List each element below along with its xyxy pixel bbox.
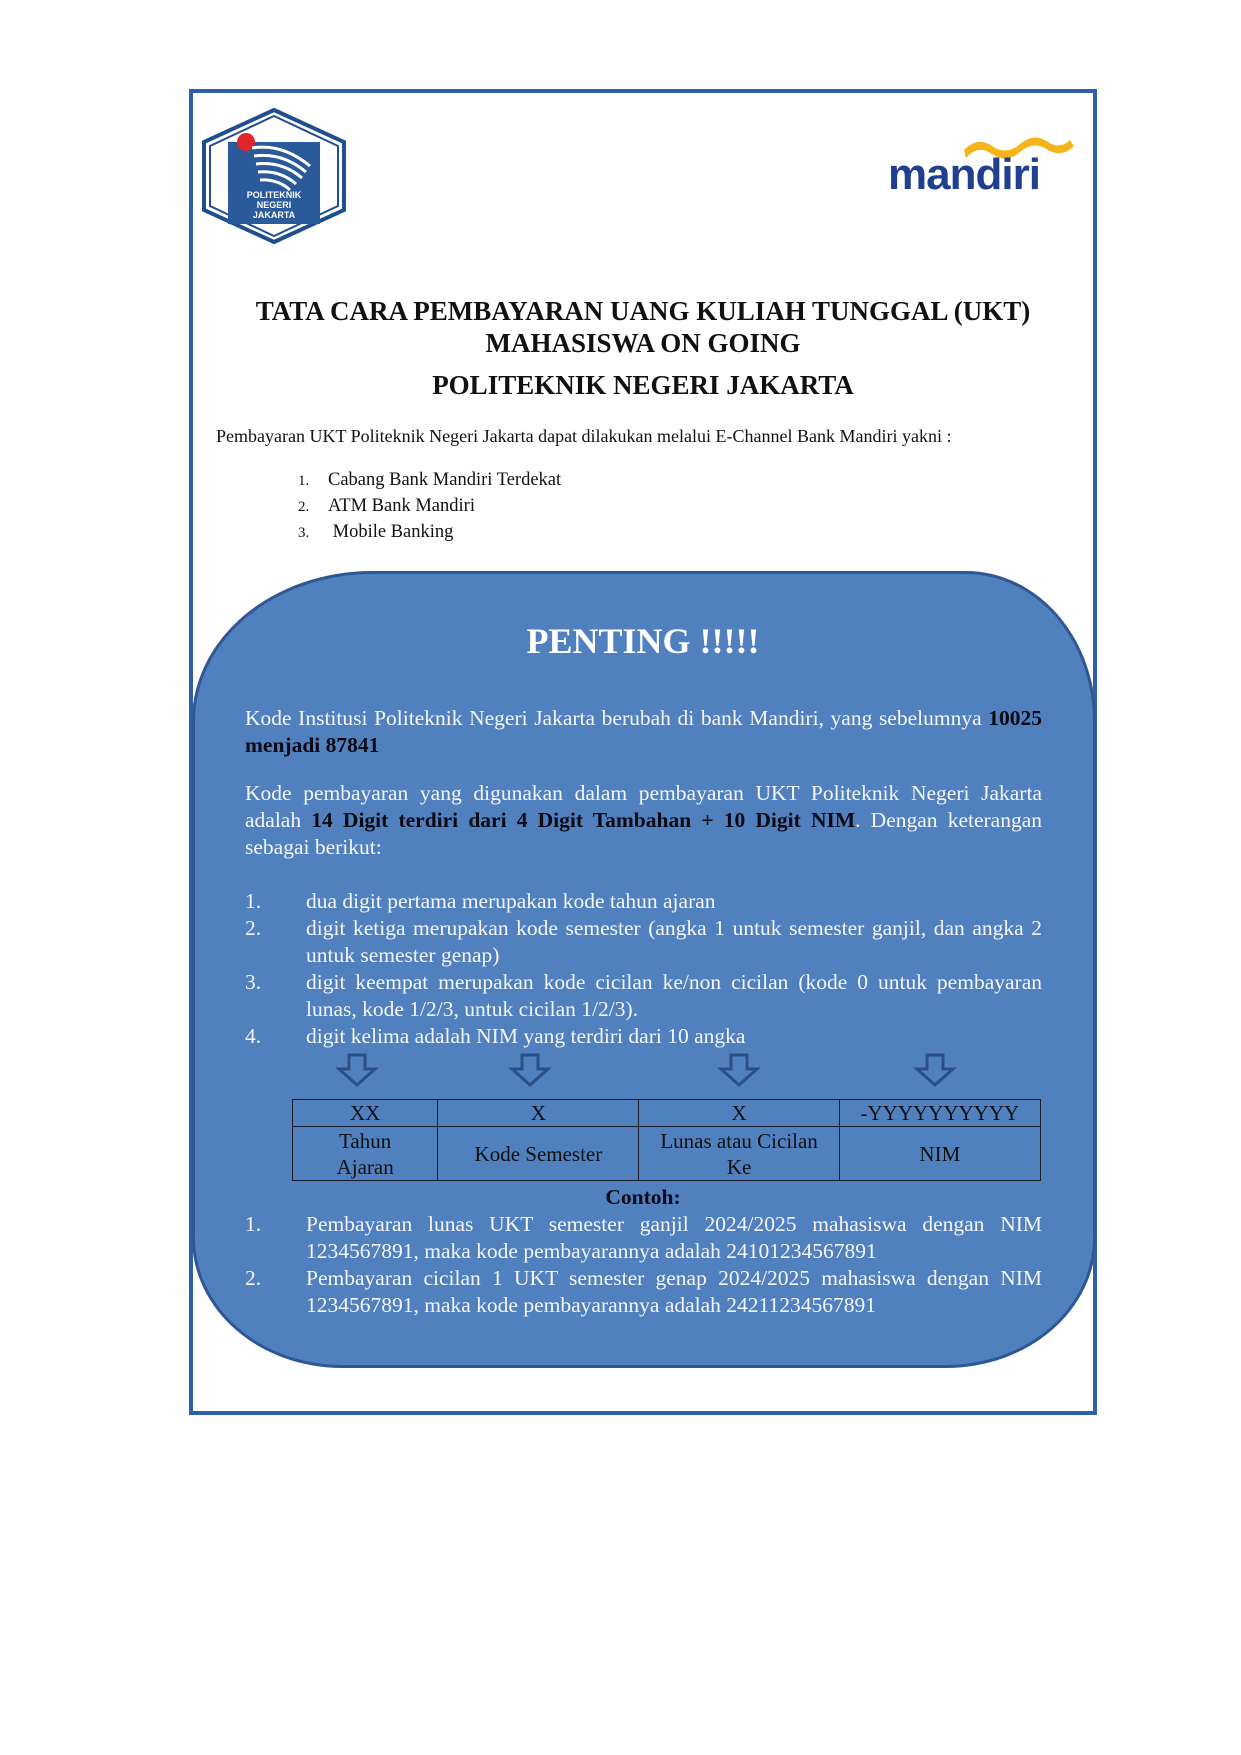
channel-label: Mobile Banking (328, 522, 454, 542)
mandiri-logo-text: mandiri (888, 150, 1040, 199)
down-arrow-icon (717, 1053, 761, 1087)
title-line-2: MAHASISWA ON GOING (485, 328, 801, 358)
channel-number: 1. (298, 473, 310, 489)
list-item (245, 915, 1042, 969)
down-arrow-icon (913, 1053, 957, 1087)
institution-code-text: Kode Institusi Politeknik Negeri Jakarta berubah di bank Mandiri, yang sebelumnya (245, 706, 989, 730)
rule-number: 4. (245, 1024, 262, 1048)
channel-number: 2. (298, 499, 310, 515)
pnj-logo-line3: JAKARTA (252, 210, 296, 220)
payment-code-text-b: . Dengan keterangan sebagai berikut: (245, 808, 1043, 859)
list-item (298, 496, 561, 522)
label-cell-installment: Lunas atau Cicilan Ke (639, 1127, 839, 1181)
payment-code-text-a: Kode pembayaran yang digunakan dalam pembayaran UKT Politeknik Negeri Jakarta adalah (245, 781, 1042, 832)
channel-number: 3. (298, 525, 310, 541)
code-cell-semester: X (438, 1100, 639, 1127)
institution-code-paragraph (245, 705, 1042, 759)
label-cell-semester: Kode Semester (438, 1127, 639, 1181)
list-item (245, 969, 1042, 1023)
code-cell-nim: -YYYYYYYYYY (839, 1100, 1040, 1127)
payment-code-bold: 14 Digit terdiri dari 4 Digit Tambahan + 10 Digit NIM (311, 808, 856, 832)
politeknik-negeri-jakarta-logo (194, 106, 354, 246)
list-item (245, 1265, 1042, 1319)
example-number: 1. (245, 1212, 262, 1236)
table-row (293, 1127, 1041, 1181)
pnj-logo-line2: NEGERI (256, 200, 292, 210)
channel-label: Cabang Bank Mandiri Terdekat (328, 470, 562, 490)
code-cell-installment: X (639, 1100, 839, 1127)
examples-list (245, 1211, 1042, 1319)
label-cell-year: Tahun Ajaran (293, 1127, 438, 1181)
list-item (245, 888, 1042, 915)
rules-list (245, 888, 1042, 1050)
list-item (245, 1211, 1042, 1265)
rule-text: digit ketiga merupakan kode semester (angka 1 untuk semester ganjil, dan angka 2 untuk semester genap) (306, 916, 1042, 967)
institution-code-bold: 10025 menjadi 87841 (245, 706, 1042, 757)
example-text: Pembayaran cicilan 1 UKT semester genap 2024/2025 mahasiswa dengan NIM 1234567891, maka kode pembayarannya adalah 24211234567891 (306, 1266, 1042, 1317)
example-text: Pembayaran lunas UKT semester ganjil 2024/2025 mahasiswa dengan NIM 1234567891, maka kode pembayarannya adalah 24101234567891 (306, 1212, 1042, 1263)
list-item (298, 470, 561, 496)
pnj-logo-line1: POLITEKNIK (246, 190, 302, 200)
down-arrow-icon (335, 1053, 379, 1087)
title-line-1: TATA CARA PEMBAYARAN UANG KULIAH TUNGGAL (UKT) (255, 296, 1031, 326)
example-heading: Contoh: (605, 1185, 681, 1209)
important-heading: PENTING !!!!! (526, 621, 760, 661)
code-cell-year: XX (293, 1100, 438, 1127)
rule-number: 2. (245, 916, 262, 940)
payment-code-table (292, 1099, 1041, 1181)
label-cell-nim: NIM (839, 1127, 1040, 1181)
rule-text: digit keempat merupakan kode cicilan ke/non cicilan (kode 0 untuk pembayaran lunas, kode 1/2/3, untuk cicilan 1/2/3). (306, 970, 1042, 1021)
rule-text: digit kelima adalah NIM yang terdiri dari 10 angka (306, 1024, 746, 1048)
payment-code-paragraph (245, 780, 1042, 861)
list-item (245, 1023, 1042, 1050)
intro-text: Pembayaran UKT Politeknik Negeri Jakarta dapat dilakukan melalui E-Channel Bank Mandiri yakni : (216, 426, 952, 446)
table-row (293, 1100, 1041, 1127)
rule-number: 1. (245, 889, 262, 913)
example-number: 2. (245, 1266, 262, 1290)
list-item (298, 522, 561, 548)
down-arrow-icon (508, 1053, 552, 1087)
channel-label: ATM Bank Mandiri (328, 496, 475, 516)
title-line-3: POLITEKNIK NEGERI JAKARTA (432, 370, 854, 400)
rule-number: 3. (245, 970, 262, 994)
channel-list (298, 470, 561, 548)
rule-text: dua digit pertama merupakan kode tahun ajaran (306, 889, 716, 913)
